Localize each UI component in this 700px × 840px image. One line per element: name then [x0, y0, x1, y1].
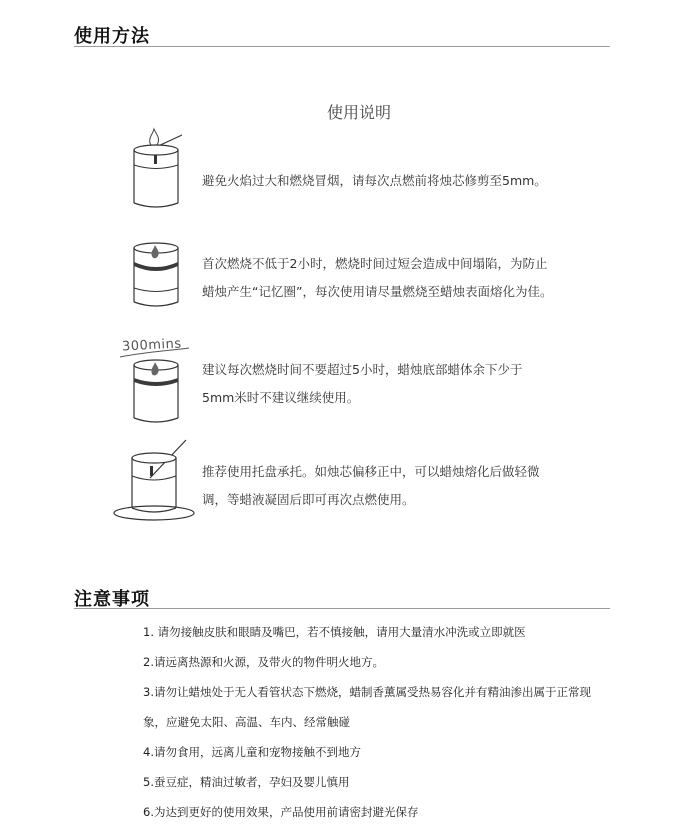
usage-instructions-heading: 使用说明 — [326, 103, 391, 122]
usage-section-divider — [74, 46, 610, 47]
notice-section-divider — [74, 608, 610, 609]
notice-item: 5.蚕豆症，精油过敏者，孕妇及婴儿慎用 — [143, 775, 350, 789]
notice-item: 2.请远离热源和火源，及带火的物件明火地方。 — [143, 655, 384, 669]
step-line: 建议每次燃烧时间不要超过5小时，蜡烛底部蜡体余下少于 — [202, 362, 523, 377]
candle-timer-label: 300mins — [121, 336, 182, 355]
candle-timer-icon — [115, 340, 200, 425]
step-line: 蜡烛产生“记忆圈”，每次使用请尽量燃烧至蜡烛表面熔化为佳。 — [202, 284, 553, 299]
candle-on-tray-icon — [110, 436, 200, 528]
notice-item: 6.为达到更好的使用效果，产品使用前请密封避光保存 — [143, 805, 419, 819]
candle-melt-pool-icon — [120, 240, 200, 320]
notice-item: 象，应避免太阳、高温、车内、经常触碰 — [143, 715, 350, 729]
step-line: 避免火焰过大和燃烧冒烟，请每次点燃前将烛芯修剪至5mm。 — [202, 173, 547, 188]
usage-step-2-text — [202, 250, 602, 306]
usage-step-1-text — [202, 167, 602, 195]
notice-list — [143, 617, 623, 827]
usage-section-title: 使用方法 — [74, 26, 150, 47]
step-line: 首次燃烧不低于2小时，燃烧时间过短会造成中间塌陷，为防止 — [202, 256, 548, 271]
usage-step-3-text — [202, 356, 602, 412]
step-line: 5mm米时不建议继续使用。 — [202, 390, 360, 405]
candle-lighting-icon — [120, 125, 200, 215]
notice-item: 4.请勿食用，远离儿童和宠物接触不到地方 — [143, 745, 361, 759]
usage-step-4-text — [202, 458, 602, 514]
notice-section-title: 注意事项 — [74, 589, 150, 610]
notice-item: 1. 请勿接触皮肤和眼睛及嘴巴，若不慎接触，请用大量清水冲洗或立即就医 — [143, 625, 526, 639]
step-line: 调，等蜡液凝固后即可再次点燃使用。 — [202, 492, 415, 507]
step-line: 推荐使用托盘承托。如烛芯偏移正中，可以蜡烛熔化后做轻微 — [202, 464, 540, 479]
notice-item: 3.请勿让蜡烛处于无人看管状态下燃烧，蜡制香薰属受热易容化并有精油渗出属于正常现 — [143, 685, 591, 699]
